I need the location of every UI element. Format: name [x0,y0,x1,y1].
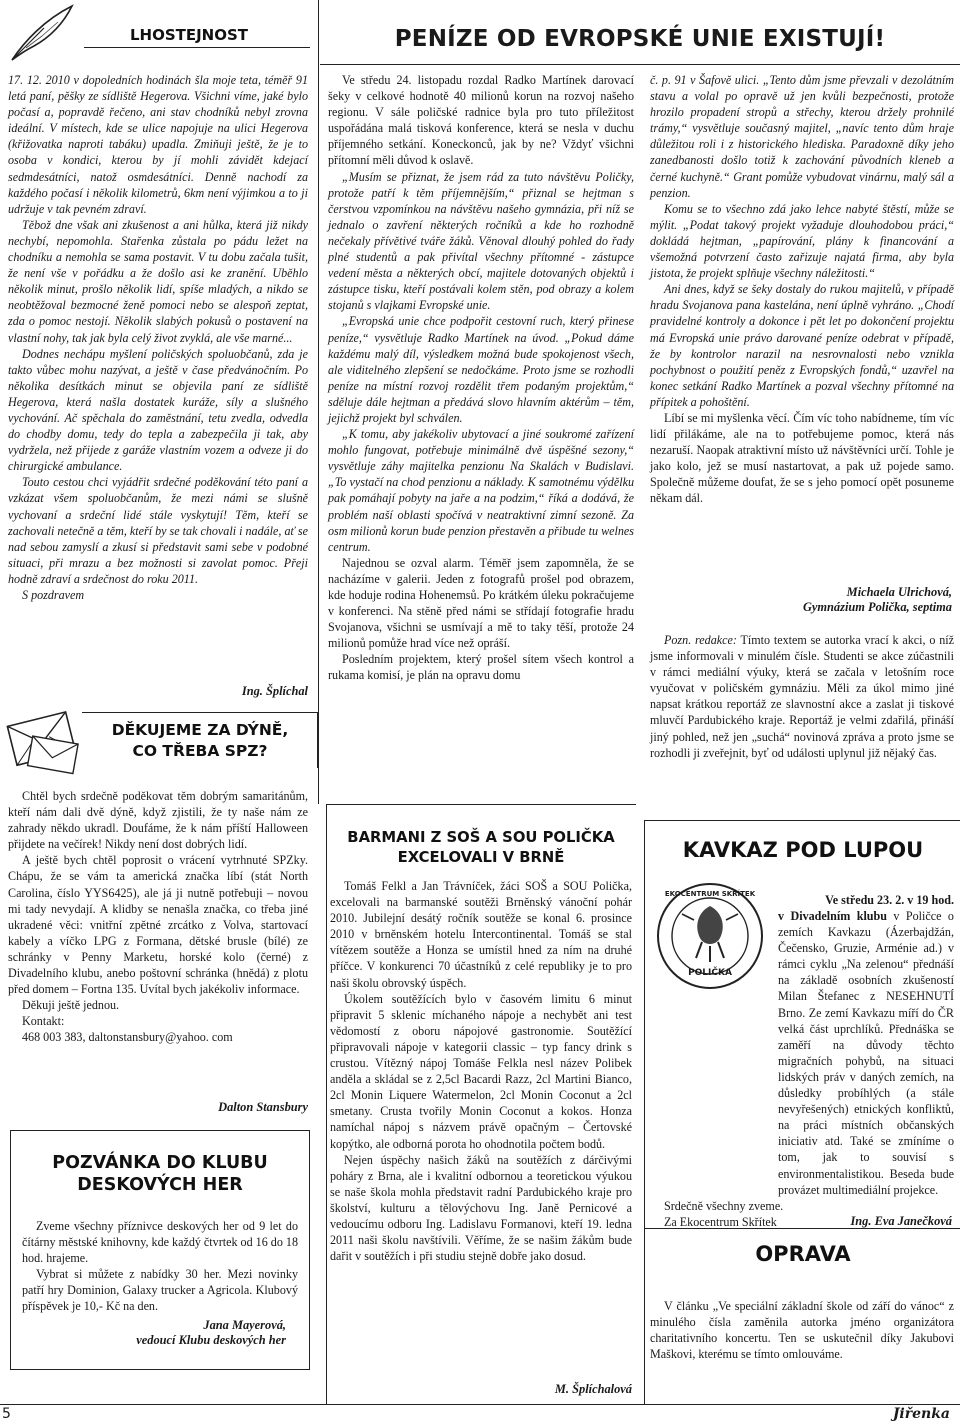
lhostejnost-para-1: 17. 12. 2010 v dopoledních hodinách šla moje teta, téměř 91 letá paní, pěšky ze sídliště Hegerova. Všichni víme, jaké bylo počasí a, popravdě řečeno, ani stav chodníků nebyl zrovna ideální. V místech, kde se ulice napojuje na ulici Hegerova (křižovatka naproti tabáku) upadla. Zmiňuji ještě, že je to osoba v kondici, kterou by jí mohli závidět kdejací sedmdesátníci, natož osmdesátníci. Denně nachodí za každého počasí i několik kilometrů, 6km není výjimkou a to ji udržuje v tak pevném zdraví. [8,73,308,216]
kavkaz-team: Za Ekocentrum Skřítek [664,1214,777,1229]
header-left-rule [318,0,319,64]
pozvanka-title [14,1152,306,1196]
lhostejnost-signature: Ing. Šplíchal [241,684,308,698]
kavkaz-lead-text: v Poličce o zemích Kavkazu (Ázerbajdžán, Čečensko, Gruzie, Arménie ad.) v rámci cyklu „Na zelenou“ přednáší na základě osobních zkušeností Milan Štefanec z NESEHNUTÍ Brno. Ze zemí Kavkazu míří do ČR velká část uprchlíků. Přednáška se zaměří na důvody těchto migračních pohybů, na situaci lidských práv v daných zemích, na důsledky probíhlých (a stále nevyřešených) etnických konfliktů, na práci místních občanských iniciativ atd. Také se zmíníme o tom, jak to souvisí s environmentalistikou. Beseda bude provázet multimediální projekce. [778,909,954,1197]
section-header-lhostejnost: LHOSTEJNOST [129,26,249,44]
penize-col2-para-2: Komu se to všechno zdá jako lehce nabyté štěstí, může se mýlit. „Podat takový projekt vyžaduje dlouhodobou práci,“ dokládá hejtman, „papírování, plány k financování a všemožná potvrzení často zařizuje najatá firma, aby byla jistota, že projekt splňuje všechny náležitosti.“ [650,201,954,281]
penize-col1-para-6: Posledním projektem, který prošel sítem všech kontrol a rukama komisí, je plán na opravu domu [328,652,634,683]
pozvanka-signature-line1: Jana Mayerová, [203,1318,286,1332]
editor-note-label: Pozn. redakce: [664,633,737,647]
column-divider-left [318,64,319,804]
pozvanka-para-2: Vybrat si můžete z nabídky 30 her. Mezi novinky patří hry Dominion, Galaxy trucker a Agricola. Klubový příspěvek je 10,- Kč na den. [22,1267,298,1313]
dekujeme-para-2: A ještě bych chtěl poprosit o vrácení vytrhnuté SPZky. Chápu, že se vám ta americká značka líbí (stát North Carolina, číslo YYS6425), ale já ji nutně potřebuji – novou mi tady nevydají. A klidby se nenašla značka, co třeba jiné ukradené věci: vnitřní zpětné zrcátko z Volva, startovací kabely a víčko LPG z Formana, dětské brusle (bílé) ze schránky v Penny Marketu, horské kolo (černé) z Divadelního klubu, anebo poštovní schránka (hnědá) z plotu před domem – Fortna 135. Uvítal bych jakékoliv informace. [8,853,308,997]
lhostejnost-closing: S pozdravem [22,588,85,602]
penize-editor-note [650,632,954,761]
dekujeme-contact-value: 468 003 383, daltonstansbury@yahoo. com [22,1030,233,1045]
barmani-para-3: Nejen úspěchy našich žáků na soutěžích z dárčivými poháry z Brna, ale i kvalitní odbornou a teoretickou výukou se naše škola mohla představit radní Pardubického kraje pro školství, kulturu a tělovýchovu Ing. Janě Pernicové a vedoucímu odboru Ing. Ladislavu Formanovi, kteří 19. ledna 2011 naši školu navštívili. Věříme, že se našim žákům bude dařit v soutěžích i při studiu stejně dobře jako dosud. [330,1152,632,1264]
barmani-article [330,878,632,1264]
page-number: 5 [2,1406,11,1422]
pozvanka-signature [22,1318,286,1348]
lhostejnost-para-2: Těbož dne však ani zkušenost a ani hůlka, která již nikdy nechybí, nepomohla. Stařenka zůstala po pádu ležet na chodníku a nemohla se sama postavit. V tu dobu začala tušit, že není vše v pořádku a že došlo asi ke zranění. Uběhlo několik minut, prošlo několik lidí, spíše mladých, a nikdo se neobtěžoval bezmocné ženě pomoci nebo se alespoň zeptat, zda o pomoc nestojí. Několik slabých pokusů o postavení na vlastní nohy, tak jak byla celý život zvyklá, ale vše marné... [8,217,308,345]
feather-icon [4,2,78,64]
envelope-icon [4,706,86,776]
penize-col1-para-1: Ve středu 24. listopadu rozdal Radko Martínek darovací šeky v celkové hodnotě 40 milionů korun na rozvoj našeho regionu. V sále poličské radnice byla pro tuto příležitost uspořádána malá tisková konference, která se nesla v duchu příjemného setkání. Koneckonců, jak by ne? Vždyť všichni přítomní měli důvod k oslavě. [328,73,634,168]
pozvanka-title-line1: POZVÁNKA DO KLUBU [52,1153,268,1173]
barmani-signature: M. Šplíchalová [554,1382,632,1396]
penize-col1-para-2: „Musím se přiznat, že jsem rád za tuto návštěvu Poličky, protože patří k těm příjemnějším,“ přiznal se hejtman s čerstvou vzpomínkou na návštěvu našeho gymnázia, při níž se jednalo o zavření některých ročníků a kde ho rozhodně nečekaly přívětivé tváře žáků. Věnoval dlouhý pohled do řady plné studentů a pak přivítal všechny přítomné - zástupce vedení města a některých obcí, majitele dotovaných objektů i zástupce tisku, kteří postávali kolem stěn, pod obrazy a kolem stojanů s vlajkami Evropské unie. [328,169,634,313]
kavkaz-signature: Ing. Eva Janečková [850,1214,952,1228]
kavkaz-lead-venue: v Divadelním klubu [778,909,887,923]
dekujeme-title-line2: CO TŘEBA SPZ? [132,742,268,760]
barmani-title [330,828,632,868]
header-underline [84,47,310,48]
lhostejnost-para-4: Touto cestou chci vyjádřit srdečné poděkování této paní a vzkázat všem spoluobčanům, že mezi námi se slušně vychovaní a srdeční lidé stále vyskytují! Těm, kteří se zachovali netečně a těm, kteří by se tak chovali i nadále, ať se nad sebou zamyslí a zkusí si představit sami sebe v podobné situaci, při mrazu a bez možnosti si zavolat pomoc. Přeji hodně zdraví a srdečnost do roku 2011. [8,475,308,586]
kavkaz-greeting: Srdečně všechny zveme. [664,1198,784,1213]
dekujeme-contact-label: Kontakt: [22,1014,65,1029]
penize-col1-para-3: „Evropská unie chce podpořit cestovní ruch, který přinese peníze,“ vysvětluje Radko Martínek na úvod. „Pokud dáme každému malý díl, výsledkem možná bude spokojenost všech, ale viditelného zlepšení se nedočkáme. Proto jsme se rozhodli peníze na místní rozvoj rozdělit třem podaným projektům,“ sděluje dále hejtman a předává slovo hlavním aktérům – těm, jejichž projekt byl schválen. [328,314,634,425]
kavkaz-article [650,908,954,1230]
editor-note-text: Tímto textem se autorka vrací k akci, o níž jsme informovali v minulém čísle. Studenti se akce zúčastnili v rámci mediální výuky, která se začala v letošním roce vyučovat v poličském gymnáziu. Měli za úkol mimo jiné napsat krátkou reportáž ze slavnostní akce a zaslat ji tiskové mluvčí Pardubického kraje. Reportáž je velmi zdařilá, přináší jiný pohled, než jen „suchá“ novinová zpráva a proto jsme se rozhodli ji zveřejnit, byť od události uplynul již nějaký čas. [650,633,954,760]
pozvanka-signature-line2: vedoucí Klubu deskových her [136,1333,286,1347]
barmani-title-line2: EXCELOVALI V BRNĚ [397,849,565,866]
barmani-para-1: Tomáš Felkl a Jan Trávníček, žáci SOŠ a SOU Polička, excelovali na barmanské soutěži Brněnský vánoční pohár 2010. Jubilejní desátý ročník soutěže se konal 6. prosince 2010 v brněnském hotelu Intercontinental. Tomáš se stal vítězem soutěže a Honza se umístil hned za ním na druhé příčce. V konkurenci 70 účastníků z celé republiky je to pro naši školu obrovský úspěch. [330,879,632,990]
main-headline: PENÍZE OD EVROPSKÉ UNIE EXISTUJÍ! [394,26,886,52]
penize-col2-para-3: Ani dnes, když se šeky dostaly do rukou majitelů, v případě hradu Svojanova pana kastelána, není úplně vyhráno. „Chodí pravidelné kontroly a dokonce i pět let po dokončení projektu má Evropská unie právo darované peníze odebrat v případě, že by kontrolor narazil na nesrovnalosti nebo vznikla pochybnost o použití peněz z Evropských fondů,“ uzavřel na konec setkání Radko Martínek a pozval všechny přítomné na přípitek a pohoštění. [650,282,954,409]
lhostejnost-article [8,72,308,603]
penize-col1-para-4: „K tomu, aby jakékoliv ubytovací a jiné soukromé zařízení mohlo fungovat, potřebuje minimálně dvě úspěšné sezony,“ vysvětluje záhy majitelka penzionu Na Skalách v Budislavi. „To vystačí na chod penzionu a náklady. K samotnému výdělku pak pomáhají pobyty na jaře a na podzim,“ říká a dodává, že problém naší oblasti spočívá v neatraktivní zimní sezoně. Za osm milionů korun bude penzion přestavěn a přibude tu welnes centrum. [328,427,635,554]
dekujeme-thanks: Děkuji ještě jednou. [22,998,120,1013]
pozvanka-para-1: Zveme všechny příznivce deskových her od 9 let do čítárny městské knihovny, kde každý čtvrtek od 16 do 18 hod. hrajeme. [22,1219,298,1265]
dekujeme-title-frame [82,712,318,768]
penize-col1-para-5: Najednou se ozval alarm. Téměř jsem zapomněla, že se nacházíme v galerii. Jeden z fotografů prošel pod obrazem, kde hoduje rodina Hohenemsů. Po krátkém úleku pokračujeme v konferenci. Na stěně před námi se střídají fotografie hradu Svojanova, všichni se usmívají a mě to taky těší, protože 24 milionů pomůže hrad více než opráší. [328,555,634,651]
dekujeme-signature: Dalton Stansbury [218,1100,308,1114]
lhostejnost-para-3: Dodnes nechápu myšlení poličských spoluobčanů, zda je takto vůbec mohu nazývat, a ještě v čase předvánočním. Po několika desítkách minut se objevila paní ze sídliště Hegerova, která našla dostatek kuráže, síly a slušného vychování. Ač spěchala do zaměstnání, tetu zvedla, odvedla do chodby domu, tedy do tepla a zabezpečila ji tak, aby vydržela, než přijede z garáže vlastním vozem a odveze ji do chirurgické ambulance. [8,346,308,474]
barmani-para-2: Úkolem soutěžících bylo v časovém limitu 6 minut připravit 5 sklenic míchaného nápoje a nechybět ani test vědomostí z oboru nápojové gastronomie. Soutěžící připravovali nápoje v kategorii classic – typ fancy drink s crustou. Vítězný nápoj Tomáše Felkla nesl název Polibek anděla a skládal se z 2,5cl Bacardi Razz, 2cl Martini Bianco, 2cl Monin Liquere Watermelon, 2cl Monin Coconut a 2cl smetany. Crusta tvořily Monin Coconut a kokos. Honza namíchal nápoj s názvem právě opačným – Čertovské kopýtko, ale odborná porota ho ohodnotila počtem bodů. [330,991,632,1151]
dekujeme-para-1: Chtěl bych srdečně poděkovat těm dobrým samaritánům, kteří nám dali dvě dýně, když zjistili, že ty naše nám ze zahrady někdo ukradl. Doufáme, že k nám příští Halloween přijdete na večírek! Nikdy není dost dobrých lidí. [8,789,308,852]
logo-text-top: EKOCENTRUM SKŘÍTEK [664,890,756,898]
dekujeme-article [8,788,308,1046]
kavkaz-lead-date: Ve středu 23. 2. v 19 hod. [825,893,954,907]
masthead-logo: Jiřenka [892,1406,950,1422]
logo-text-bottom: POLIČKA [688,968,732,978]
penize-col2-para-1: č. p. 91 v Šafově ulici. „Tento dům jsme převzali v dezolátním stavu a volal po opravě už jen kvůli bezpečnosti, protože hrozilo propadení stropů a střechy, kterou držely prohnilé trámy,“ vysvětluje současný majitel, „navíc tento dům hraje důležitou roli i z historického hlediska. Paradoxně díky jeho zanedbanosti došlo totiž k zachování původních kleneb a černé kuchyně.“ Grant pomůže vybudovat vinárnu, malý sál a penzion. [650,73,954,200]
main-header-underline [320,64,960,65]
pozvanka-title-line2: DESKOVÝCH HER [77,1175,243,1195]
penize-signature-line1: Michaela Ulrichová, [846,585,952,599]
penize-column-2 [650,72,954,507]
kavkaz-title: KAVKAZ POD LUPOU [682,838,924,862]
penize-col2-para-4: Líbí se mi myšlenka věcí. Čím víc toho nabídneme, tím víc lidí přilákáme, ale na to potřebujeme pomoc, která nás nezaruší. Naopak atraktivní místo už návštěvníci určí. Tohle je jako kolo, jež se musí nastartovat, a pak už pojede samo. Společně můžeme doufat, že se s jeho pomocí opět posuneme někam dál. [650,410,954,506]
penize-column-1 [328,72,634,684]
oprava-text: V článku „Ve speciální základní škole od září do vánoc“ z minulého čísla zaměnila autorka jméno organizátora charitativního koncertu. Ten se uskutečnil díky Jakubovi Maškovi, kterému se tímto omlouváme. [650,1299,954,1362]
penize-signature [650,585,952,615]
dekujeme-title-line1: DĚKUJEME ZA DÝNĚ, [111,721,289,739]
barmani-title-line1: BARMANI Z SOŠ A SOU POLIČKA [347,829,615,846]
pozvanka-article [22,1218,298,1314]
penize-signature-line2: Gymnázium Polička, septima [802,600,952,614]
footer-rule [0,1404,960,1405]
oprava-title: OPRAVA [755,1242,851,1266]
oprava-article [650,1298,954,1362]
kavkaz-lead-top [778,892,954,908]
